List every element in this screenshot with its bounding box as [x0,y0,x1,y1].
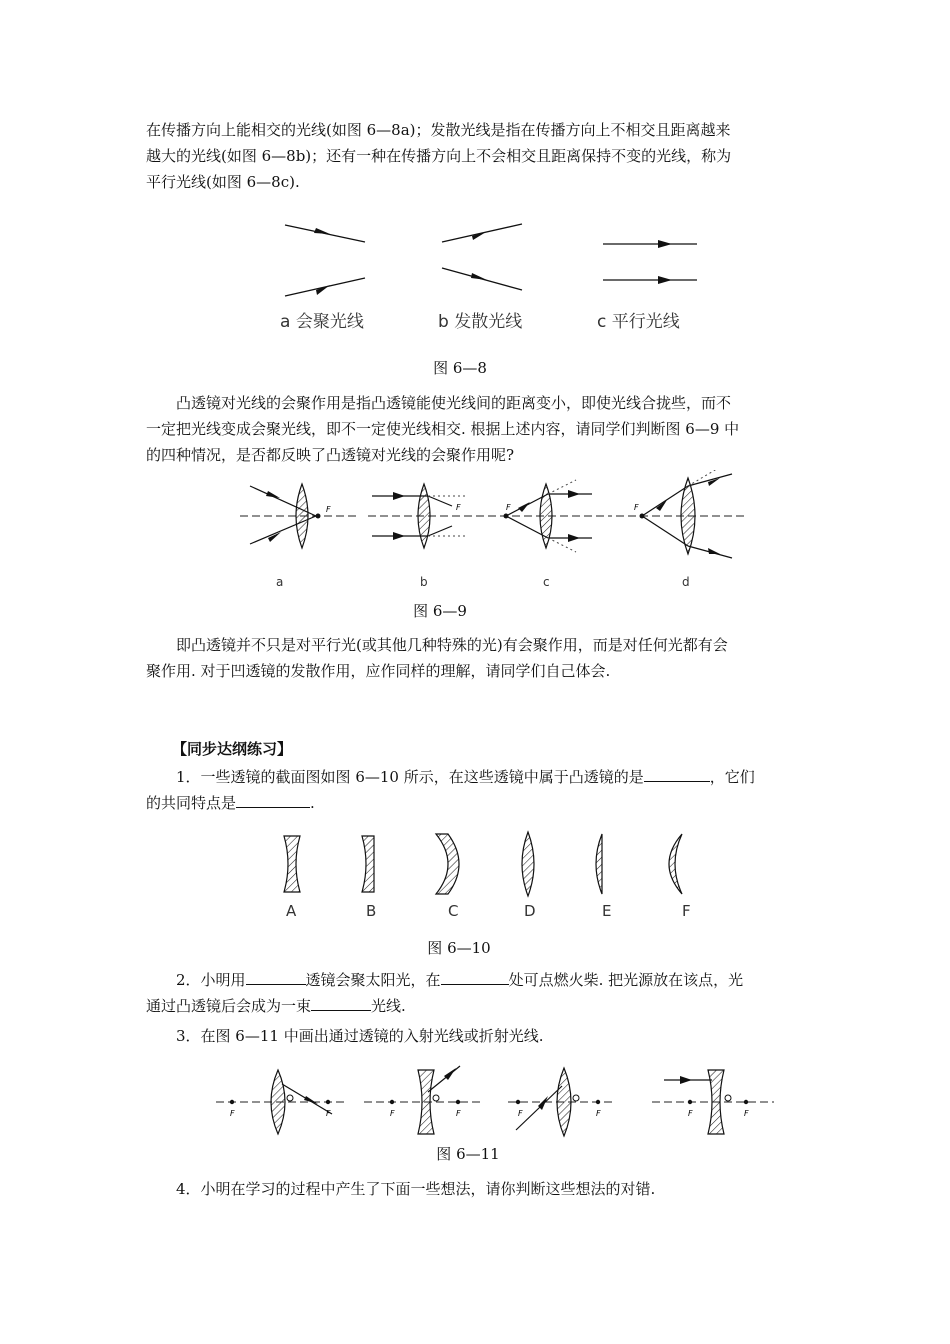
svg-text:F: F [518,1109,523,1118]
diverging-rays [442,224,522,290]
lens-a [284,836,300,892]
figure-6-10 [270,828,710,926]
lens-e [596,834,602,894]
para2-line-1: 凸透镜对光线的会聚作用是指凸透镜能使光线间的距离变小，即使光线合拢些，而不 [176,394,732,412]
question-1: 1．一些透镜的截面图如图 6—10 所示，在这些透镜中属于凸透镜的是 ，它们 的共同特点是 . [146,764,808,816]
lens-case-a [240,484,356,548]
svg-text:D: D [524,902,536,920]
answer-blank[interactable] [311,994,371,1011]
intro-line-3: 平行光线(如图 6—8c). [146,173,300,191]
intro-paragraph [146,117,808,195]
lens-c [436,834,459,894]
answer-blank[interactable] [246,968,306,985]
question-3: 3．在图 6—11 中画出通过透镜的入射光线或折射光线. [176,1027,544,1045]
question-4: 4．小明在学习的过程中产生了下面一些想法，请你判断这些想法的对错. [176,1180,656,1198]
label-parallel: c 平行光线 [597,312,680,332]
svg-text:F: F [634,503,639,512]
lens-cross-sections [270,828,710,926]
intro-line-2: 越大的光线(如图 6—8b)；还有一种在传播方向上不会相交且距离保持不变的光线，称为 [146,147,732,165]
label-a: a [276,575,284,589]
label-b: b [420,575,428,589]
figure-6-9 [238,470,748,592]
svg-text:F: F [744,1109,749,1118]
svg-text:F: F [456,1109,461,1118]
figure-6-10-caption: 图 6—10 [427,939,491,957]
answer-blank[interactable] [236,791,310,808]
svg-text:F: F [230,1109,235,1118]
label-d: d [682,575,690,589]
svg-text:F: F [326,1109,331,1118]
lens-case-b [368,484,490,548]
para3-line-1: 即凸透镜并不只是对平行光(或其他几种特殊的光)有会聚作用，而是对任何光都有会 [176,636,728,654]
para2-line-2: 一定把光线变成会聚光线，即不一定使光线相交. 根据上述内容，请同学们判断图 6—9 中 [146,420,740,438]
answer-blank[interactable] [644,765,710,782]
paragraph-2 [146,390,808,468]
label-c: c [543,575,550,589]
label-diverging: b 发散光线 [438,312,523,332]
svg-text:A: A [286,902,297,920]
intro-line-1: 在传播方向上能相交的光线(如图 6—8a)；发散光线是指在传播方向上不相交且距离越来 [146,121,731,139]
answer-blank[interactable] [441,968,509,985]
exercise-diagram-1[interactable] [216,1070,344,1134]
svg-text:F: F [506,503,511,512]
svg-text:F: F [596,1109,601,1118]
exercise-diagram-3[interactable] [508,1068,616,1136]
figure-6-9-caption: 图 6—9 [413,602,467,620]
svg-text:F: F [456,503,461,512]
para2-line-3: 的四种情况，是否都反映了凸透镜对光线的会聚作用呢? [146,446,515,464]
para3-line-2: 聚作用. 对于凹透镜的发散作用，应作同样的理解，请同学们自己体会. [146,662,611,680]
svg-text:F: F [390,1109,395,1118]
lens-b [362,836,374,892]
svg-text:B: B [366,902,377,920]
paragraph-3 [146,632,808,684]
lens-d [522,832,534,896]
figure-6-8-caption: 图 6—8 [433,359,487,377]
lens-case-d [616,470,746,558]
parallel-rays [603,240,697,284]
svg-text:E: E [602,902,612,920]
svg-text:F: F [688,1109,693,1118]
figure-6-8 [270,210,715,345]
converging-rays [285,225,365,296]
exercise-diagram-2[interactable] [364,1066,484,1134]
section-title: 【同步达纲练习】 [172,740,293,758]
lens-f [669,834,682,894]
question-2: 2．小明用 透镜会聚太阳光，在 处可点燃火柴. 把光源放在该点，光 通过凸透镜后会成为一束 光线. [146,967,808,1019]
figure-6-11-caption: 图 6—11 [436,1145,500,1163]
refraction-exercise-diagrams [212,1058,778,1142]
svg-text:C: C [448,902,459,920]
convex-lens-diagrams [238,470,748,592]
lens-case-c [488,480,612,552]
exercise-diagram-4[interactable] [652,1070,774,1134]
figure-6-11 [212,1058,778,1142]
light-ray-types-diagram [270,210,715,345]
svg-text:F: F [682,902,691,920]
label-converging: a 会聚光线 [280,312,364,332]
focus-label: F [326,505,331,514]
